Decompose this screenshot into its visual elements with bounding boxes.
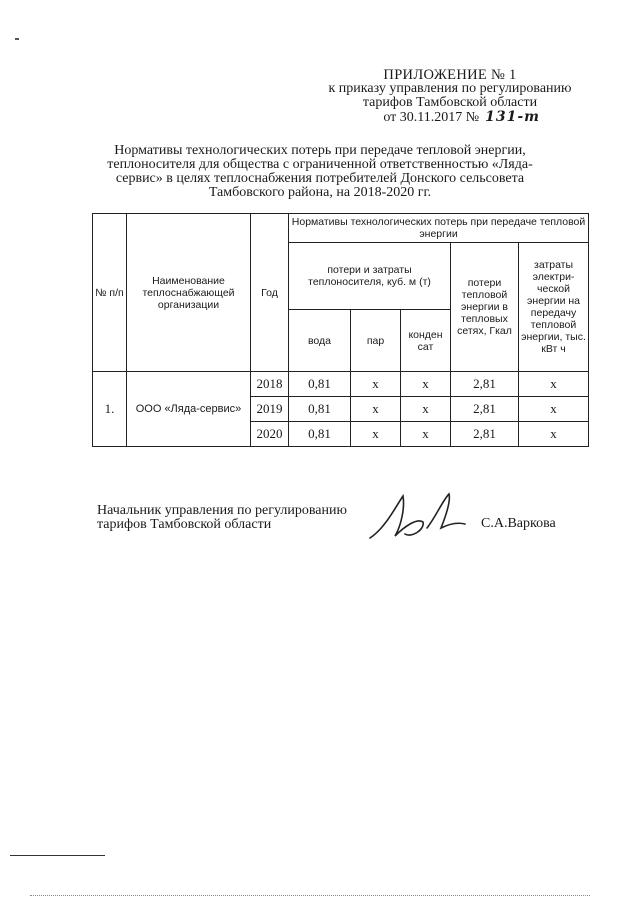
cell-steam: х <box>351 422 401 447</box>
organization-name: ООО «Ляда-сервис» <box>127 372 251 447</box>
cell-condensate: х <box>401 397 451 422</box>
heading-line-3: сервис» в целях теплоснабжения потребителей Донского сельсовета <box>115 171 525 186</box>
col-header-condensate: конден сат <box>401 310 451 372</box>
cell-year: 2020 <box>251 422 289 447</box>
appendix-title: ПРИЛОЖЕНИЕ № 1 <box>383 67 517 83</box>
cell-power: х <box>519 397 589 422</box>
handwritten-signature <box>365 488 475 548</box>
cell-power: х <box>519 372 589 397</box>
heading-line-1: Нормативы технологических потерь при передаче тепловой энергии, <box>114 143 526 158</box>
position-line-2: тарифов Тамбовской области <box>97 517 272 532</box>
cell-year: 2019 <box>251 397 289 422</box>
subheader-power-costs: затраты электри-ческой энергии на передачу тепловой энергии, тыс. кВт ч <box>519 243 589 372</box>
signatory-name: С.А.Варкова <box>481 516 556 531</box>
cell-water: 0,81 <box>289 422 351 447</box>
col-header-organization: Наименование теплоснабжающей организации <box>127 214 251 372</box>
divider <box>10 855 105 856</box>
table-row <box>93 372 589 397</box>
col-header-number: № п/п <box>93 214 127 372</box>
cell-water: 0,81 <box>289 397 351 422</box>
col-header-water: вода <box>289 310 351 372</box>
heading-line-4: Тамбовского района, на 2018-2020 гг. <box>208 185 432 200</box>
cell-condensate: х <box>401 372 451 397</box>
scan-edge <box>30 895 590 897</box>
cell-steam: х <box>351 372 401 397</box>
appendix-block <box>300 68 600 125</box>
col-header-year: Год <box>251 214 289 372</box>
document-heading <box>100 144 540 200</box>
group-header-norms: Нормативы технологических потерь при передаче тепловой энергии <box>289 214 589 243</box>
order-number: 131-т <box>485 109 540 125</box>
cell-heat: 2,81 <box>451 372 519 397</box>
cell-water: 0,81 <box>289 372 351 397</box>
col-header-steam: пар <box>351 310 401 372</box>
heading-line-2: теплоносителя для общества с ограниченной ответственностью «Ляда- <box>107 157 533 172</box>
row-number: 1. <box>93 372 127 447</box>
cell-steam: х <box>351 397 401 422</box>
cell-year: 2018 <box>251 372 289 397</box>
subheader-coolant-losses: потери и затраты теплоносителя, куб. м (т) <box>289 243 451 310</box>
order-line <box>300 110 600 125</box>
signatory-position <box>97 504 347 532</box>
order-date: от 30.11.2017 № <box>383 110 480 125</box>
cell-heat: 2,81 <box>451 397 519 422</box>
cell-heat: 2,81 <box>451 422 519 447</box>
scan-mark <box>15 38 19 40</box>
appendix-line-2: тарифов Тамбовской области <box>362 95 538 110</box>
cell-condensate: х <box>401 422 451 447</box>
norms-table <box>92 213 589 447</box>
subheader-heat-losses: потери тепловой энергии в тепловых сетях, Гкал <box>451 243 519 372</box>
cell-power: х <box>519 422 589 447</box>
position-line-1: Начальник управления по регулированию <box>97 503 347 518</box>
appendix-line-1: к приказу управления по регулированию <box>328 81 572 96</box>
